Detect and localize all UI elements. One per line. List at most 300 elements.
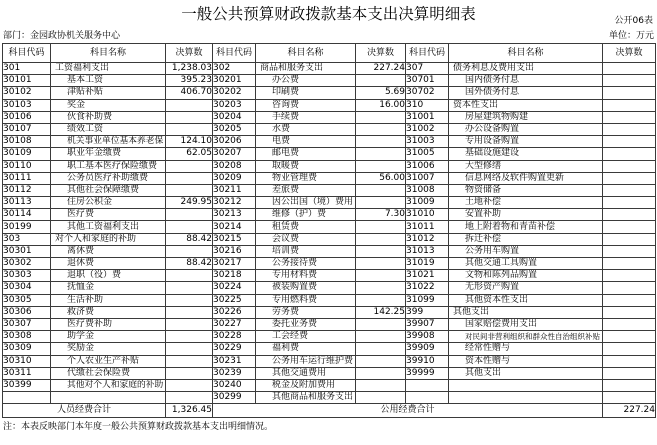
amount-cell (603, 379, 656, 391)
amount-cell (166, 111, 213, 123)
table-row (3, 282, 656, 294)
subject-name-cell: 电费 (256, 136, 356, 148)
amount-cell (166, 343, 213, 355)
subject-code-cell: 399 (406, 306, 449, 318)
subject-name-cell: 其他资本性支出 (449, 294, 603, 306)
subject-name-cell: 邮电费 (256, 148, 356, 160)
amount-cell (356, 233, 406, 245)
subject-code-cell: 31009 (406, 197, 449, 209)
table-row (3, 331, 656, 343)
subject-name-cell: 津贴补贴 (51, 87, 166, 99)
subject-code-cell: 30305 (3, 294, 51, 306)
amount-cell (356, 318, 406, 330)
subject-code-cell: 30399 (3, 379, 51, 391)
amount-cell: 7.30 (356, 209, 406, 221)
table-row (3, 258, 656, 270)
subject-name-cell: 商品和服务支出 (256, 63, 356, 75)
amount-cell (603, 282, 656, 294)
amount-cell (166, 306, 213, 318)
subject-code-cell: 30307 (3, 318, 51, 330)
table-row (3, 160, 656, 172)
subject-code-cell: 30213 (213, 209, 256, 221)
subject-name-cell: 资本性赠与 (449, 355, 603, 367)
subject-name-cell: 取暖费 (256, 160, 356, 172)
amount-cell (166, 294, 213, 306)
amount-cell (603, 75, 656, 87)
amount-cell: 88.42 (166, 233, 213, 245)
subject-code-cell: 303 (3, 233, 51, 245)
amount-cell (603, 367, 656, 379)
amount-cell (356, 343, 406, 355)
amount-cell (356, 331, 406, 343)
subject-code-cell: 302 (213, 63, 256, 75)
subject-name-cell: 专用燃料费 (256, 294, 356, 306)
subject-code-cell: 30109 (3, 148, 51, 160)
subject-name-cell: 救济费 (51, 306, 166, 318)
subject-code-cell: 39999 (406, 367, 449, 379)
subject-code-cell: 30217 (213, 258, 256, 270)
subject-code-cell: 30203 (213, 99, 256, 111)
subject-code-cell: 30304 (3, 282, 51, 294)
subject-code-cell: 30229 (213, 343, 256, 355)
header-amount: 决算数 (166, 44, 213, 63)
subject-code-cell: 31007 (406, 172, 449, 184)
amount-cell (356, 184, 406, 196)
amount-cell (356, 282, 406, 294)
subject-name-cell: 物业管理费 (256, 172, 356, 184)
header-subject-name: 科目名称 (449, 44, 603, 63)
header-amount: 决算数 (603, 44, 656, 63)
amount-cell (603, 343, 656, 355)
subject-name-cell: 对个人和家庭的补助 (51, 233, 166, 245)
subject-name-cell: 劳务费 (256, 306, 356, 318)
amount-cell (166, 331, 213, 343)
amount-cell (356, 221, 406, 233)
subject-code-cell: 30701 (406, 75, 449, 87)
subject-code-cell: 30207 (213, 148, 256, 160)
amount-cell (166, 355, 213, 367)
subject-code-cell: 31001 (406, 111, 449, 123)
subject-name-cell: 维修（护）费 (256, 209, 356, 221)
table-number: 公开06表 (614, 16, 653, 26)
subject-name-cell: 代缴社会保险费 (51, 367, 166, 379)
subject-code-cell: 30113 (3, 197, 51, 209)
subject-name-cell: 专用设备购置 (449, 136, 603, 148)
amount-cell (166, 221, 213, 233)
table-row (3, 197, 656, 209)
subject-code-cell: 30308 (3, 331, 51, 343)
amount-cell: 227.24 (356, 63, 406, 75)
subject-code-cell: 31003 (406, 136, 449, 148)
amount-cell (603, 87, 656, 99)
amount-cell (603, 99, 656, 111)
subject-code-cell: 31021 (406, 270, 449, 282)
subject-name-cell: 其他社会保障缴费 (51, 184, 166, 196)
subject-name-cell: 拆迁补偿 (449, 233, 603, 245)
subject-name-cell: 被装购置费 (256, 282, 356, 294)
amount-cell (166, 245, 213, 257)
amount-cell (356, 136, 406, 148)
amount-cell (356, 245, 406, 257)
table-row (3, 75, 656, 87)
amount-cell (166, 209, 213, 221)
subject-code-cell: 30211 (213, 184, 256, 196)
amount-cell (166, 172, 213, 184)
department-name: 部门：金园政协机关服务中心 (3, 31, 121, 41)
amount-cell (356, 75, 406, 87)
subject-name-cell: 大型修缮 (449, 160, 603, 172)
subject-code-cell: 31099 (406, 294, 449, 306)
subject-name-cell: 抚恤金 (51, 282, 166, 294)
amount-cell (166, 160, 213, 172)
subject-code-cell: 31006 (406, 160, 449, 172)
subject-code-cell (406, 379, 449, 391)
subject-name-cell: 其他交通费用 (256, 367, 356, 379)
subject-name-cell: 地上附着物和青苗补偿 (449, 221, 603, 233)
footnote: 注：本表反映部门本年度一般公共预算财政拨款基本支出明细情况。 (3, 422, 274, 432)
subject-code-cell: 39908 (406, 331, 449, 343)
subject-code-cell: 30301 (3, 245, 51, 257)
amount-cell (603, 245, 656, 257)
amount-cell: 142.25 (356, 306, 406, 318)
header-row (3, 44, 656, 63)
subject-name-cell: 退休费 (51, 258, 166, 270)
subject-code-cell: 30199 (3, 221, 51, 233)
subject-name-cell: 职工基本医疗保险缴费 (51, 160, 166, 172)
amount-cell (356, 270, 406, 282)
subject-name-cell: 经常性赠与 (449, 343, 603, 355)
subject-name-cell: 文物和陈列品购置 (449, 270, 603, 282)
amount-cell (603, 197, 656, 209)
table-row (3, 343, 656, 355)
subject-code-cell: 30214 (213, 221, 256, 233)
subject-name-cell: 伙食补助费 (51, 111, 166, 123)
header-subject-name: 科目名称 (51, 44, 166, 63)
subject-name-cell: 委托业务费 (256, 318, 356, 330)
personnel-total-label: 人员经费合计 (3, 404, 166, 418)
subject-code-cell: 30227 (213, 318, 256, 330)
subject-name-cell: 奖励金 (51, 343, 166, 355)
subject-code-cell: 307 (406, 63, 449, 75)
amount-cell (603, 258, 656, 270)
subject-code-cell: 30101 (3, 75, 51, 87)
subject-name-cell: 奖金 (51, 99, 166, 111)
amount-cell (603, 318, 656, 330)
subject-code-cell (3, 392, 51, 404)
subject-code-cell: 30303 (3, 270, 51, 282)
subject-name-cell: 培训费 (256, 245, 356, 257)
subject-name-cell: 无形资产购置 (449, 282, 603, 294)
subject-name-cell: 房屋建筑物购建 (449, 111, 603, 123)
subject-code-cell: 30107 (3, 123, 51, 135)
amount-cell (166, 99, 213, 111)
subject-name-cell: 差旅费 (256, 184, 356, 196)
subject-name-cell: 债务利息及费用支出 (449, 63, 603, 75)
subject-code-cell: 30302 (3, 258, 51, 270)
table-row (3, 172, 656, 184)
header-subject-code: 科目代码 (213, 44, 256, 63)
subject-code-cell: 30202 (213, 87, 256, 99)
header-subject-name: 科目名称 (256, 44, 356, 63)
amount-cell (356, 392, 406, 404)
subject-name-cell: 职业年金缴费 (51, 148, 166, 160)
table-row (3, 87, 656, 99)
subject-name-cell: 水费 (256, 123, 356, 135)
subject-name-cell: 国外债务付息 (449, 87, 603, 99)
subject-name-cell: 医疗费 (51, 209, 166, 221)
amount-cell (356, 148, 406, 160)
table-row (3, 221, 656, 233)
subject-name-cell: 基础设施建设 (449, 148, 603, 160)
amount-cell (356, 379, 406, 391)
subject-code-cell: 30206 (213, 136, 256, 148)
subject-name-cell (449, 392, 603, 404)
amount-cell (356, 111, 406, 123)
subject-code-cell: 30311 (3, 367, 51, 379)
amount-cell: 249.95 (166, 197, 213, 209)
subject-code-cell: 30310 (3, 355, 51, 367)
subject-code-cell: 30309 (3, 343, 51, 355)
table-row (3, 367, 656, 379)
table-row (3, 355, 656, 367)
amount-cell (603, 184, 656, 196)
subject-name-cell: 因公出国（境）费用 (256, 197, 356, 209)
subject-code-cell: 30209 (213, 172, 256, 184)
subject-name-cell: 医疗费补助 (51, 318, 166, 330)
subject-code-cell: 39910 (406, 355, 449, 367)
subject-name-cell: 其他对个人和家庭的补助 (51, 379, 166, 391)
subject-code-cell: 30112 (3, 184, 51, 196)
subject-name-cell: 助学金 (51, 331, 166, 343)
subject-name-cell: 机关事业单位基本养老保 (51, 136, 166, 148)
subject-name-cell: 国内债务付息 (449, 75, 603, 87)
table-row (3, 63, 656, 75)
amount-cell (356, 355, 406, 367)
amount-cell (603, 209, 656, 221)
subject-code-cell: 31011 (406, 221, 449, 233)
subject-name-cell: 公务用车运行维护费 (256, 355, 356, 367)
subject-name-cell: 其他商品和服务支出 (256, 392, 356, 404)
amount-cell: 395.23 (166, 75, 213, 87)
table-row (3, 99, 656, 111)
amount-cell (603, 111, 656, 123)
subject-code-cell: 31012 (406, 233, 449, 245)
amount-cell (603, 148, 656, 160)
subject-code-cell: 30114 (3, 209, 51, 221)
subject-code-cell: 39907 (406, 318, 449, 330)
subject-code-cell: 31010 (406, 209, 449, 221)
amount-cell (603, 160, 656, 172)
table-row (3, 184, 656, 196)
subject-name-cell: 会议费 (256, 233, 356, 245)
subject-name-cell: 退职（役）费 (51, 270, 166, 282)
subject-name-cell: 租赁费 (256, 221, 356, 233)
amount-cell (356, 197, 406, 209)
amount-cell (603, 221, 656, 233)
header-amount: 决算数 (356, 44, 406, 63)
subject-name-cell: 工会经费 (256, 331, 356, 343)
subject-name-cell: 税金及附加费用 (256, 379, 356, 391)
table-row (3, 294, 656, 306)
subject-code-cell: 30208 (213, 160, 256, 172)
subject-code-cell: 30102 (3, 87, 51, 99)
amount-cell (603, 306, 656, 318)
subject-code-cell: 30306 (3, 306, 51, 318)
amount-cell: 1,238.03 (166, 63, 213, 75)
table-row (3, 318, 656, 330)
subject-name-cell: 土地补偿 (449, 197, 603, 209)
amount-cell (166, 367, 213, 379)
subject-code-cell: 30110 (3, 160, 51, 172)
subject-code-cell: 310 (406, 99, 449, 111)
subject-code-cell: 30240 (213, 379, 256, 391)
amount-cell (166, 282, 213, 294)
amount-cell (603, 270, 656, 282)
subject-name-cell: 国家赔偿费用支出 (449, 318, 603, 330)
subject-name-cell: 公务接待费 (256, 258, 356, 270)
subject-name-cell: 对民间非营利组织和群众性自治组织补贴 (449, 331, 603, 343)
subject-name-cell (449, 379, 603, 391)
subject-name-cell: 手续费 (256, 111, 356, 123)
subject-code-cell: 31008 (406, 184, 449, 196)
subject-code-cell: 31002 (406, 123, 449, 135)
subject-code-cell: 30106 (3, 111, 51, 123)
amount-cell (166, 184, 213, 196)
amount-cell (166, 379, 213, 391)
subject-name-cell: 公务员医疗补助缴费 (51, 172, 166, 184)
amount-cell (356, 258, 406, 270)
unit-label: 单位：万元 (608, 31, 654, 41)
amount-cell (603, 136, 656, 148)
subject-code-cell: 30205 (213, 123, 256, 135)
amount-cell: 88.42 (166, 258, 213, 270)
subject-code-cell: 301 (3, 63, 51, 75)
subject-code-cell: 31013 (406, 245, 449, 257)
subject-code-cell: 30204 (213, 111, 256, 123)
amount-cell: 62.05 (166, 148, 213, 160)
table-row (3, 233, 656, 245)
amount-cell (603, 123, 656, 135)
subject-code-cell: 31019 (406, 258, 449, 270)
subject-name-cell: 印刷费 (256, 87, 356, 99)
subject-code-cell: 30212 (213, 197, 256, 209)
subject-name-cell: 物资储备 (449, 184, 603, 196)
subject-code-cell: 30226 (213, 306, 256, 318)
amount-cell (603, 331, 656, 343)
totals-row (3, 404, 656, 418)
subject-code-cell: 30224 (213, 282, 256, 294)
table-row (3, 270, 656, 282)
subject-code-cell: 31005 (406, 148, 449, 160)
subject-code-cell: 30239 (213, 367, 256, 379)
subject-code-cell: 30108 (3, 136, 51, 148)
subject-code-cell: 39909 (406, 343, 449, 355)
table-row (3, 148, 656, 160)
amount-cell (356, 123, 406, 135)
table-row (3, 111, 656, 123)
subject-name-cell: 办公费 (256, 75, 356, 87)
page-title: 一般公共预算财政拨款基本支出决算明细表 (181, 5, 476, 23)
subject-name-cell: 办公设备购置 (449, 123, 603, 135)
subject-code-cell: 30299 (213, 392, 256, 404)
amount-cell: 124.10 (166, 136, 213, 148)
subject-name-cell: 其他支出 (449, 367, 603, 379)
amount-cell (603, 392, 656, 404)
subject-name-cell (51, 392, 166, 404)
table-row (3, 136, 656, 148)
subject-name-cell: 其他交通工具购置 (449, 258, 603, 270)
subject-name-cell: 安置补助 (449, 209, 603, 221)
subject-name-cell: 福利费 (256, 343, 356, 355)
subject-code-cell: 30228 (213, 331, 256, 343)
amount-cell (356, 294, 406, 306)
amount-cell (166, 318, 213, 330)
table-row (3, 379, 656, 391)
table-row (3, 306, 656, 318)
amount-cell: 5.69 (356, 87, 406, 99)
subject-name-cell: 资本性支出 (449, 99, 603, 111)
subject-name-cell: 基本工资 (51, 75, 166, 87)
header-subject-code: 科目代码 (3, 44, 51, 63)
amount-cell (603, 355, 656, 367)
subject-code-cell: 30225 (213, 294, 256, 306)
subject-name-cell: 生活补助 (51, 294, 166, 306)
subject-name-cell: 其他工资福利支出 (51, 221, 166, 233)
subject-name-cell: 咨询费 (256, 99, 356, 111)
subject-name-cell: 绩效工资 (51, 123, 166, 135)
amount-cell (603, 172, 656, 184)
amount-cell (603, 233, 656, 245)
subject-code-cell: 30111 (3, 172, 51, 184)
amount-cell: 56.00 (356, 172, 406, 184)
subject-name-cell: 信息网络及软件购置更新 (449, 172, 603, 184)
table-row (3, 209, 656, 221)
subject-code-cell: 30231 (213, 355, 256, 367)
header-subject-code: 科目代码 (406, 44, 449, 63)
subject-name-cell: 其他支出 (449, 306, 603, 318)
subject-code-cell: 30201 (213, 75, 256, 87)
subject-code-cell: 30103 (3, 99, 51, 111)
expenditure-detail-table (2, 43, 656, 418)
subject-name-cell: 个人农业生产补贴 (51, 355, 166, 367)
table-row (3, 123, 656, 135)
subject-code-cell: 30215 (213, 233, 256, 245)
amount-cell (166, 392, 213, 404)
amount-cell: 406.70 (166, 87, 213, 99)
table-body (3, 63, 656, 404)
amount-cell (166, 123, 213, 135)
subject-code-cell (406, 392, 449, 404)
subject-code-cell: 30216 (213, 245, 256, 257)
amount-cell (356, 160, 406, 172)
table-row (3, 245, 656, 257)
amount-cell (166, 270, 213, 282)
subject-code-cell: 30218 (213, 270, 256, 282)
subject-name-cell: 公务用车购置 (449, 245, 603, 257)
subject-code-cell: 30702 (406, 87, 449, 99)
subject-name-cell: 专用材料费 (256, 270, 356, 282)
personnel-total-amount: 1,326.45 (166, 404, 213, 418)
subject-name-cell: 工资福利支出 (51, 63, 166, 75)
subject-name-cell: 住房公积金 (51, 197, 166, 209)
table-row (3, 392, 656, 404)
public-total-amount: 227.24 (603, 404, 656, 418)
amount-cell (603, 294, 656, 306)
subject-name-cell: 离休费 (51, 245, 166, 257)
subject-code-cell: 31022 (406, 282, 449, 294)
amount-cell (603, 63, 656, 75)
public-total-label: 公用经费合计 (213, 404, 603, 418)
